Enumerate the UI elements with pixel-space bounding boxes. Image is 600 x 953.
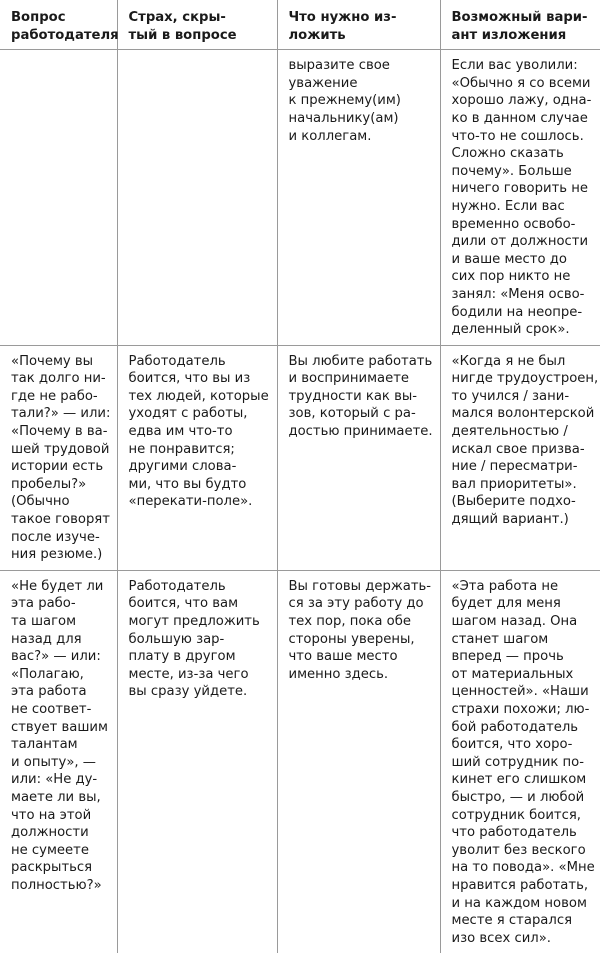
cell-text-line: к прежнему(им) — [288, 93, 401, 109]
cell-text-line: что работодатель — [451, 825, 577, 841]
cell-text-line: не соответ- — [11, 701, 92, 717]
table-row — [0, 50, 600, 346]
cell-text-line: боится, что хоро- — [451, 737, 573, 753]
cell-text-line: нужно. Если вас — [451, 198, 565, 214]
cell-text-line: талантам — [11, 737, 78, 753]
cell-text-line: истории есть — [11, 459, 104, 475]
cell-text-line: так долго ни- — [11, 371, 106, 387]
cell-text-line: вперед — прочь — [451, 649, 564, 665]
cell-text-line: что ваше место — [288, 649, 398, 665]
cell-text-line: тали?» — или: — [11, 406, 111, 422]
cell-text-line: занял: «Меня осво- — [451, 286, 585, 302]
cell-text-line: «Не будет ли — [11, 578, 104, 594]
cell-text-line: начальнику(ам) — [288, 110, 399, 126]
table-row — [0, 570, 600, 953]
cell-text-line: месте, из-за чего — [128, 666, 249, 682]
cell-text-line: трудности как вы- — [288, 388, 418, 404]
cell-text-line: зов, который с ра- — [288, 406, 416, 422]
cell-hidden-fear — [117, 345, 277, 570]
cell-text-line: плату в другом — [128, 649, 236, 665]
cell-text-line: бодили на неопре- — [451, 304, 583, 320]
cell-text-line: уволит без веского — [451, 842, 586, 858]
cell-text-line: ми, что вы будто — [128, 476, 247, 492]
cell-text-line: та шагом — [11, 614, 77, 629]
cell-possible-answer — [440, 570, 600, 953]
cell-text-line: сотрудник боится, — [451, 807, 581, 823]
cell-text-line: и воспринимаете — [288, 371, 410, 387]
cell-text-line: выразите свое — [288, 58, 390, 74]
table-row — [0, 345, 600, 570]
cell-what-to-state — [277, 570, 440, 953]
cell-employer-question — [0, 345, 117, 570]
cell-text-line: вал приоритеты». — [451, 476, 577, 492]
cell-text-line: раскрыться — [11, 860, 93, 876]
cell-text-line: другими слова- — [128, 459, 237, 475]
cell-text-line: пробелы?» — [11, 476, 87, 492]
cell-text-line: должности — [11, 825, 89, 841]
cell-employer-question — [0, 50, 117, 346]
header-row — [0, 0, 600, 50]
cell-text-line: где не рабо- — [11, 388, 98, 404]
cell-employer-question — [0, 570, 117, 953]
cell-text-line: маете ли вы, — [11, 789, 101, 805]
cell-text-line: ние / пересматри- — [451, 459, 578, 475]
cell-text-line: ния резюме.) — [11, 547, 103, 563]
cell-text-line: Вы готовы держать- — [288, 578, 432, 594]
header-possible-answer: Возможный вари- ант изложения — [440, 0, 600, 50]
cell-text-line: нигде трудоустроен, — [451, 371, 599, 387]
cell-text-line: мался волонтерской — [451, 406, 595, 422]
cell-text-line: эта рабо- — [11, 596, 76, 612]
cell-text-line: ствует вашим — [11, 719, 108, 735]
cell-text-line: вас?» — или: — [11, 649, 101, 665]
header-what-to-state: Что нужно из- ложить — [277, 0, 440, 50]
cell-text-line: от материальных — [451, 666, 574, 682]
cell-text-line: страхи похожи; лю- — [451, 701, 590, 717]
cell-text-line: бой работодатель — [451, 719, 579, 735]
cell-text-line: (Обычно — [11, 494, 70, 510]
cell-text-line: «Почему вы — [11, 353, 94, 369]
cell-possible-answer — [440, 50, 600, 346]
header-employer-question: Вопрос работодателя — [0, 0, 117, 50]
cell-text-line: полностью?» — [11, 877, 102, 893]
cell-text-line: или: «Не ду- — [11, 772, 98, 788]
cell-text-line: Если вас уволили: — [451, 58, 578, 74]
cell-text-line: «Почему в ва- — [11, 424, 108, 440]
cell-text-line: ко в данном случае — [451, 110, 588, 126]
cell-text-line: временно освобо- — [451, 216, 576, 232]
cell-text-line: дили от должности — [451, 234, 589, 250]
cell-hidden-fear — [117, 50, 277, 346]
cell-text-line: тех людей, которые — [128, 388, 269, 404]
cell-text-line: деленный срок». — [451, 322, 570, 338]
cell-text-line: то учился / зани- — [451, 388, 570, 404]
cell-text-line: и ваше место до — [451, 251, 567, 267]
cell-text-line: могут предложить — [128, 614, 260, 629]
cell-text-line: не понравится; — [128, 441, 235, 457]
cell-text-line: после изуче- — [11, 529, 100, 545]
cell-text-line: назад для — [11, 631, 82, 647]
cell-text-line: тех пор, пока обе — [288, 614, 411, 629]
cell-text-line: ничего говорить не — [451, 181, 588, 197]
cell-text-line: «Когда я не был — [451, 353, 566, 369]
cell-text-line: достью принимаете. — [288, 424, 433, 440]
cell-text-line: что-то не сошлось. — [451, 128, 584, 144]
cell-text-line: станет шагом — [451, 631, 549, 647]
cell-text-line: и коллегам. — [288, 128, 372, 144]
cell-text-line: шагом назад. Она — [451, 614, 578, 629]
cell-text-line: (Выберите подхо- — [451, 494, 576, 510]
cell-text-line: быстро, — и любой — [451, 789, 585, 805]
cell-text-line: «Обычно я со всеми — [451, 75, 591, 91]
cell-text-line: Вы любите работать — [288, 353, 433, 369]
cell-text-line: Работодатель — [128, 353, 226, 369]
cell-text-line: вы сразу уйдете. — [128, 684, 248, 700]
cell-text-line: искал свое призва- — [451, 441, 585, 457]
cell-text-line: уважение — [288, 75, 358, 91]
cell-text-line: эта работа — [11, 684, 87, 700]
cell-text-line: Сложно сказать — [451, 146, 564, 162]
cell-text-line: дящий вариант.) — [451, 512, 569, 528]
cell-text-line: месте я старался — [451, 913, 573, 929]
cell-text-line: не сумеете — [11, 842, 89, 858]
cell-text-line: хорошо лажу, одна- — [451, 93, 592, 109]
cell-text-line: стороны уверены, — [288, 631, 415, 647]
header-hidden-fear: Страх, скры- тый в вопросе — [117, 0, 277, 50]
cell-possible-answer — [440, 345, 600, 570]
cell-text-line: изо всех сил». — [451, 930, 551, 946]
cell-text-line: почему». Больше — [451, 163, 572, 179]
cell-text-line: Работодатель — [128, 578, 226, 594]
cell-text-line: что на этой — [11, 807, 92, 823]
cell-text-line: такое говорят — [11, 512, 110, 528]
cell-text-line: ся за эту работу до — [288, 596, 424, 612]
cell-text-line: сих пор никто не — [451, 269, 571, 285]
cell-text-line: «Полагаю, — [11, 666, 84, 682]
cell-what-to-state — [277, 50, 440, 346]
cell-text-line: ший сотрудник по- — [451, 754, 584, 770]
cell-text-line: и на каждом новом — [451, 895, 587, 911]
cell-hidden-fear — [117, 570, 277, 953]
cell-text-line: шей трудовой — [11, 441, 110, 457]
cell-text-line: едва им что-то — [128, 424, 233, 440]
cell-text-line: уходят с работы, — [128, 406, 248, 422]
cell-text-line: «Эта работа не — [451, 578, 559, 594]
cell-text-line: большую зар- — [128, 631, 225, 647]
cell-text-line: боится, что вы из — [128, 371, 251, 387]
cell-text-line: будет для меня — [451, 596, 561, 612]
cell-text-line: нравится работать, — [451, 877, 589, 893]
cell-text-line: и опыту», — — [11, 754, 96, 770]
cell-text-line: кинет его слишком — [451, 772, 587, 788]
cell-what-to-state — [277, 345, 440, 570]
cell-text-line: деятельностью / — [451, 424, 568, 440]
cell-text-line: именно здесь. — [288, 666, 389, 682]
cell-text-line: «перекати-поле». — [128, 494, 253, 510]
cell-text-line: ценностей». «Наши — [451, 684, 589, 700]
cell-text-line: на то повода». «Мне — [451, 860, 595, 876]
cell-text-line: боится, что вам — [128, 596, 239, 612]
